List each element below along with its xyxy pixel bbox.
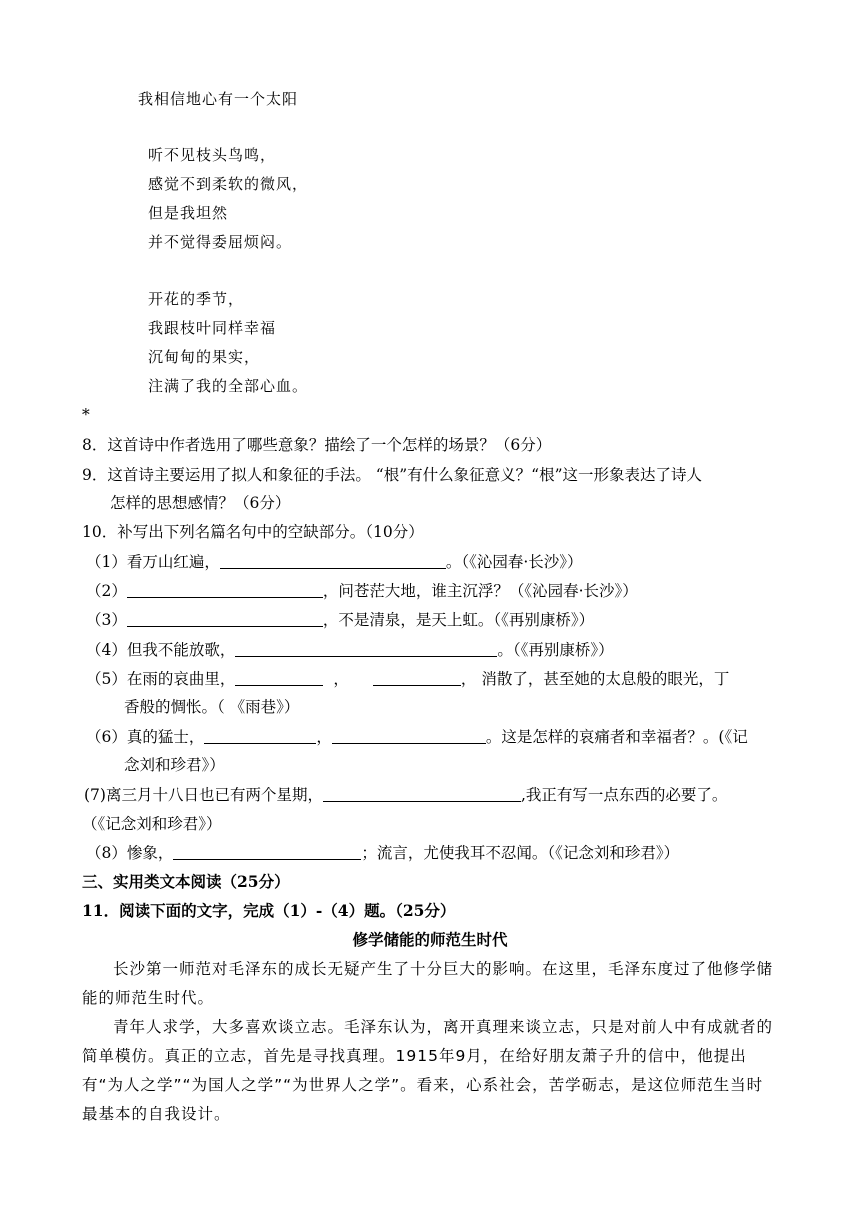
answer-blank[interactable] bbox=[173, 843, 361, 860]
fill-item-6 bbox=[86, 726, 748, 748]
poem-line: 沉甸甸的果实， bbox=[148, 348, 261, 366]
poem-line: 并不觉得委屈烦闷。 bbox=[148, 233, 293, 251]
poem-line: 感觉不到柔软的微风， bbox=[148, 175, 309, 193]
fill-text: ；流言，尤使我耳不忍闻。（《记念刘和珍君》） bbox=[361, 844, 680, 862]
fill-text: （6）真的猛士， bbox=[86, 728, 205, 746]
section-heading: 三、实用类文本阅读（25分） bbox=[82, 872, 290, 891]
fill-text: （2） bbox=[86, 582, 127, 600]
article-title: 修学储能的师范生时代 bbox=[352, 931, 508, 949]
fill-item-5 bbox=[86, 668, 729, 690]
answer-blank[interactable] bbox=[235, 640, 497, 657]
fill-text: （5）在雨的哀曲里， bbox=[86, 670, 236, 688]
poem-line: 注满了我的全部心血。 bbox=[148, 377, 309, 395]
poem-line: 我跟枝叶同样幸福 bbox=[148, 319, 277, 337]
answer-blank[interactable] bbox=[332, 727, 486, 744]
fill-item-5-cont: 香般的惆怅。（ 《雨巷》） bbox=[124, 698, 300, 716]
question-9: 9．这首诗主要运用了拟人和象征的手法。 “根”有什么象征意义？“根”这一形象表达了诗人 bbox=[82, 466, 702, 484]
fill-item-3 bbox=[86, 609, 594, 631]
answer-blank[interactable] bbox=[204, 727, 316, 744]
fill-text: (7)离三月十八日也已有两个星期， bbox=[84, 786, 323, 804]
fill-text: 。（《再别康桥》） bbox=[497, 641, 614, 659]
fill-text: ，问苍茫大地，谁主沉浮？（《沁园春·长沙》） bbox=[322, 582, 638, 600]
fill-item-7 bbox=[84, 784, 727, 806]
fill-text: （4）但我不能放歌， bbox=[86, 641, 236, 659]
fill-text: ， bbox=[316, 728, 332, 746]
question-8: 8．这首诗中作者选用了哪些意象？描绘了一个怎样的场景？（6分） bbox=[82, 436, 552, 454]
fill-text: 。这是怎样的哀痛者和幸福者？。(《记 bbox=[485, 728, 748, 746]
answer-blank[interactable] bbox=[220, 552, 446, 569]
question-11: 11．阅读下面的文字，完成（1）-（4）题。（25分） bbox=[82, 901, 456, 920]
fill-text: （8）惨象， bbox=[86, 844, 174, 862]
question-9-cont: 怎样的思想感情？（6分） bbox=[110, 494, 291, 512]
poem-line: 开花的季节， bbox=[148, 290, 245, 308]
fill-text: ， bbox=[333, 670, 349, 688]
poem-title: 我相信地心有一个太阳 bbox=[138, 90, 299, 108]
fill-item-4 bbox=[86, 639, 614, 661]
fill-text: ,我正有写一点东西的必要了。 bbox=[520, 786, 728, 804]
poem-line: 听不见枝头鸟鸣， bbox=[148, 146, 277, 164]
fill-text: 。（《沁园春·长沙》） bbox=[445, 553, 583, 571]
answer-blank[interactable] bbox=[323, 785, 521, 802]
poem-line: 但是我坦然 bbox=[148, 204, 229, 222]
article-paragraph: 长沙第一师范对毛泽东的成长无疑产生了十分巨大的影响。在这里，毛泽东度过了他修学储能的师范生时代。 bbox=[82, 960, 774, 1007]
answer-blank[interactable] bbox=[127, 610, 323, 627]
fill-text: ，不是清泉，是天上虹。（《再别康桥》） bbox=[322, 611, 595, 629]
fill-item-1 bbox=[86, 551, 583, 573]
answer-blank[interactable] bbox=[127, 581, 323, 598]
fill-item-7-cont: （《记念刘和珍君》） bbox=[82, 815, 222, 833]
answer-blank[interactable] bbox=[373, 669, 461, 686]
answer-blank[interactable] bbox=[235, 669, 323, 686]
fill-item-8 bbox=[86, 842, 679, 864]
fill-item-6-cont: 念刘和珍君》） bbox=[124, 756, 225, 774]
fill-text: （3） bbox=[86, 611, 127, 629]
section-marker: * bbox=[82, 406, 90, 424]
fill-item-2 bbox=[86, 580, 638, 602]
article-paragraph: 青年人求学，大多喜欢谈立志。毛泽东认为，离开真理来谈立志，只是对前人中有成就者的简单模仿。真正的立志，首先是寻找真理。1915年9月，在给好朋友萧子升的信中，他提出有“为人之学”“为国人之学”“为世界人之学”。看来，心系社会，苦学砺志，是这位师范生当时最基本的自我设计。 bbox=[82, 1018, 774, 1123]
fill-text: ， 消散了，甚至她的太息般的眼光，丁 bbox=[460, 670, 730, 688]
question-10: 10．补写出下列名篇名句中的空缺部分。（10分） bbox=[82, 523, 424, 541]
fill-text: （1）看万山红遍， bbox=[86, 553, 220, 571]
